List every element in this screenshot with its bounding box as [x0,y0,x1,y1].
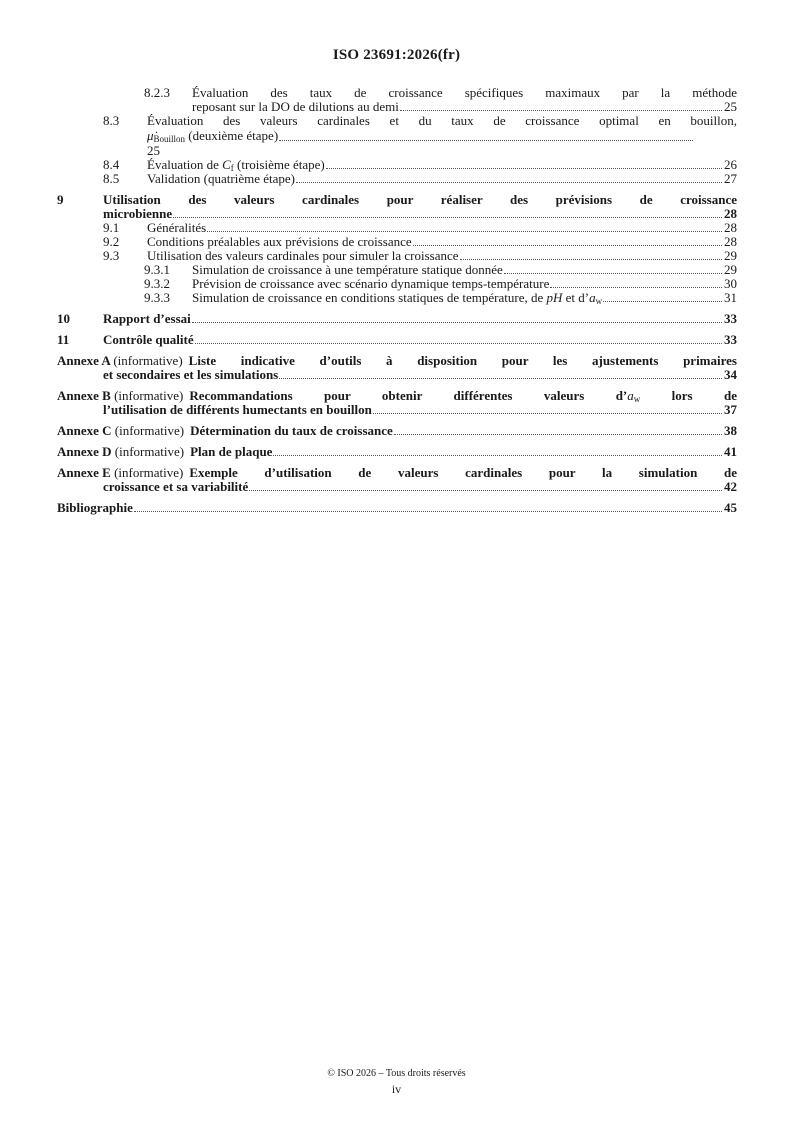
toc-page: 45 [724,500,737,515]
toc-leader [373,413,722,414]
toc-number: 8.3 [103,113,120,128]
toc-number: 9.3.1 [144,262,170,277]
toc-title: Conditions préalables aux prévisions de croissance [147,234,412,249]
toc-number: 9.3 [103,248,120,263]
toc-title: Détermination du taux de croissance [190,423,393,438]
subscript-bouillon: Bouillon [153,134,186,144]
toc-title: Plan de plaque [190,444,273,459]
toc-leader [273,455,722,456]
toc-entry-9-2[interactable] [57,235,737,249]
toc-entry-annex-b[interactable] [57,389,737,417]
toc-title: Bibliographie [57,500,133,515]
annex-label: Annexe C [57,423,112,438]
copyright-notice: © ISO 2026 – Tous droits réservés [327,1068,466,1079]
toc-entry-9-3-3[interactable] [57,291,737,305]
toc-page: 34 [724,367,737,382]
toc-leader [279,378,722,379]
toc-page: 42 [724,479,737,494]
toc-title-line1: Exemple d’utilisation de valeurs cardinales pour la simulation de [189,465,737,480]
mu-symbol: μ̇ [147,128,154,143]
page-footer [0,1068,793,1097]
toc-title-line1-post: lors de [640,388,737,403]
toc-page: 41 [724,444,737,459]
var-c: C [222,157,231,172]
toc-number: 9.2 [103,234,120,249]
table-of-contents [57,86,737,515]
toc-title-post: (troisième étape) [233,157,325,172]
toc-title-line2: reposant sur la DO de dilutions au demi [192,99,399,114]
toc-title: Prévision de croissance avec scénario dynamique temps-température [192,276,550,291]
toc-number: 9.3.3 [144,290,170,305]
toc-leader [326,168,722,169]
annex-type: (informative) [113,353,183,368]
subscript-w: w [633,394,641,404]
toc-entry-annex-e[interactable] [57,466,737,494]
toc-number: 11 [57,332,70,347]
annex-type: (informative) [114,444,185,459]
toc-leader [249,490,722,491]
toc-title-line2: l’utilisation de différents humectants en bouillon [103,402,372,417]
toc-entry-10[interactable] [57,312,737,326]
toc-leader [296,182,722,183]
toc-number: 9.1 [103,220,120,235]
toc-number: 8.4 [103,157,120,172]
toc-page: 38 [724,423,737,438]
toc-title: Généralités [147,220,207,235]
toc-title-line2: microbienne [103,206,173,221]
toc-entry-8-4[interactable] [57,158,737,172]
toc-leader [192,322,722,323]
toc-page: 28 [724,234,737,249]
annex-label: Annexe B [57,388,111,403]
toc-number: 8.2.3 [144,85,170,100]
annex-label: Annexe A [57,353,111,368]
toc-leader [173,217,722,218]
subscript-w: w [595,296,603,306]
toc-entry-9-3-2[interactable] [57,277,737,291]
toc-title: Validation (quatrième étape) [147,171,295,186]
toc-leader [460,259,722,260]
toc-page: 26 [724,157,737,172]
toc-title-line1-pre: Recommandations pour obtenir différentes valeurs d’ [189,388,628,403]
var-ph: pH [546,290,563,305]
toc-page: 27 [724,171,737,186]
toc-title-line2: (deuxième étape) [185,128,279,143]
subscript-f: f [230,163,234,173]
toc-entry-9-1[interactable] [57,221,737,235]
toc-leader [134,511,722,512]
toc-entry-annex-d[interactable] [57,445,737,459]
toc-title-line1: Évaluation des taux de croissance spécifiques maximaux par la méthode [192,85,737,100]
annex-type: (informative) [114,465,184,480]
toc-leader [400,110,722,111]
toc-number: 9.3.2 [144,276,170,291]
toc-title: Simulation de croissance à une température statique donnée [192,262,503,277]
annex-label: Annexe D [57,444,112,459]
toc-page: 33 [724,332,737,347]
toc-leader [195,343,722,344]
toc-page: 25 [147,143,160,158]
toc-leader [394,434,722,435]
toc-title-line1: Liste indicative d’outils à disposition pour les ajustements primaires [188,353,737,368]
toc-entry-annex-a[interactable] [57,354,737,382]
toc-title-pre: Évaluation de [147,157,223,172]
toc-page: 33 [724,311,737,326]
toc-page: 28 [724,220,737,235]
toc-page: 29 [724,248,737,263]
toc-leader [550,287,722,288]
toc-title-pre: Simulation de croissance en conditions statiques de température, de [192,290,547,305]
toc-entry-9[interactable] [57,193,737,221]
toc-number: 8.5 [103,171,120,186]
annex-type: (informative) [114,388,184,403]
var-a: a [627,388,634,403]
toc-number: 9 [57,192,64,207]
toc-page: 30 [724,276,737,291]
toc-page: 25 [724,99,737,114]
toc-entry-8-5[interactable] [57,172,737,186]
toc-title-line1: Utilisation des valeurs cardinales pour réaliser des prévisions de croissance [103,192,737,207]
toc-leader [603,301,722,302]
toc-title: Contrôle qualité [103,332,194,347]
toc-page: 31 [724,290,737,305]
toc-entry-9-3[interactable] [57,249,737,263]
toc-leader [504,273,722,274]
annex-label: Annexe E [57,465,111,480]
annex-type: (informative) [114,423,185,438]
toc-title-line2: croissance et sa variabilité [103,479,249,494]
var-a: a [589,290,596,305]
toc-title-mid: et d’ [562,290,590,305]
page-header: ISO 23691:2026(fr) [332,47,461,63]
toc-entry-9-3-1[interactable] [57,263,737,277]
page-number: iv [391,1082,402,1096]
toc-entry-8-3[interactable] [57,114,737,158]
toc-number: 10 [57,311,70,326]
toc-entry-annex-c[interactable] [57,424,737,438]
toc-leader [413,245,722,246]
toc-page: 29 [724,262,737,277]
toc-entry-11[interactable] [57,333,737,347]
toc-leader [279,140,693,141]
toc-entry-bibliography[interactable] [57,501,737,515]
toc-title-line2: et secondaires et les simulations [103,367,279,382]
toc-page: 37 [724,402,737,417]
toc-page: 28 [724,206,737,221]
toc-title: Utilisation des valeurs cardinales pour simuler la croissance [147,248,459,263]
toc-title: Rapport d’essai [103,311,191,326]
toc-title-line1: Évaluation des valeurs cardinales et du taux de croissance optimal en bouillon, [147,113,737,128]
toc-leader [207,231,722,232]
toc-entry-8-2-3[interactable] [57,86,737,114]
